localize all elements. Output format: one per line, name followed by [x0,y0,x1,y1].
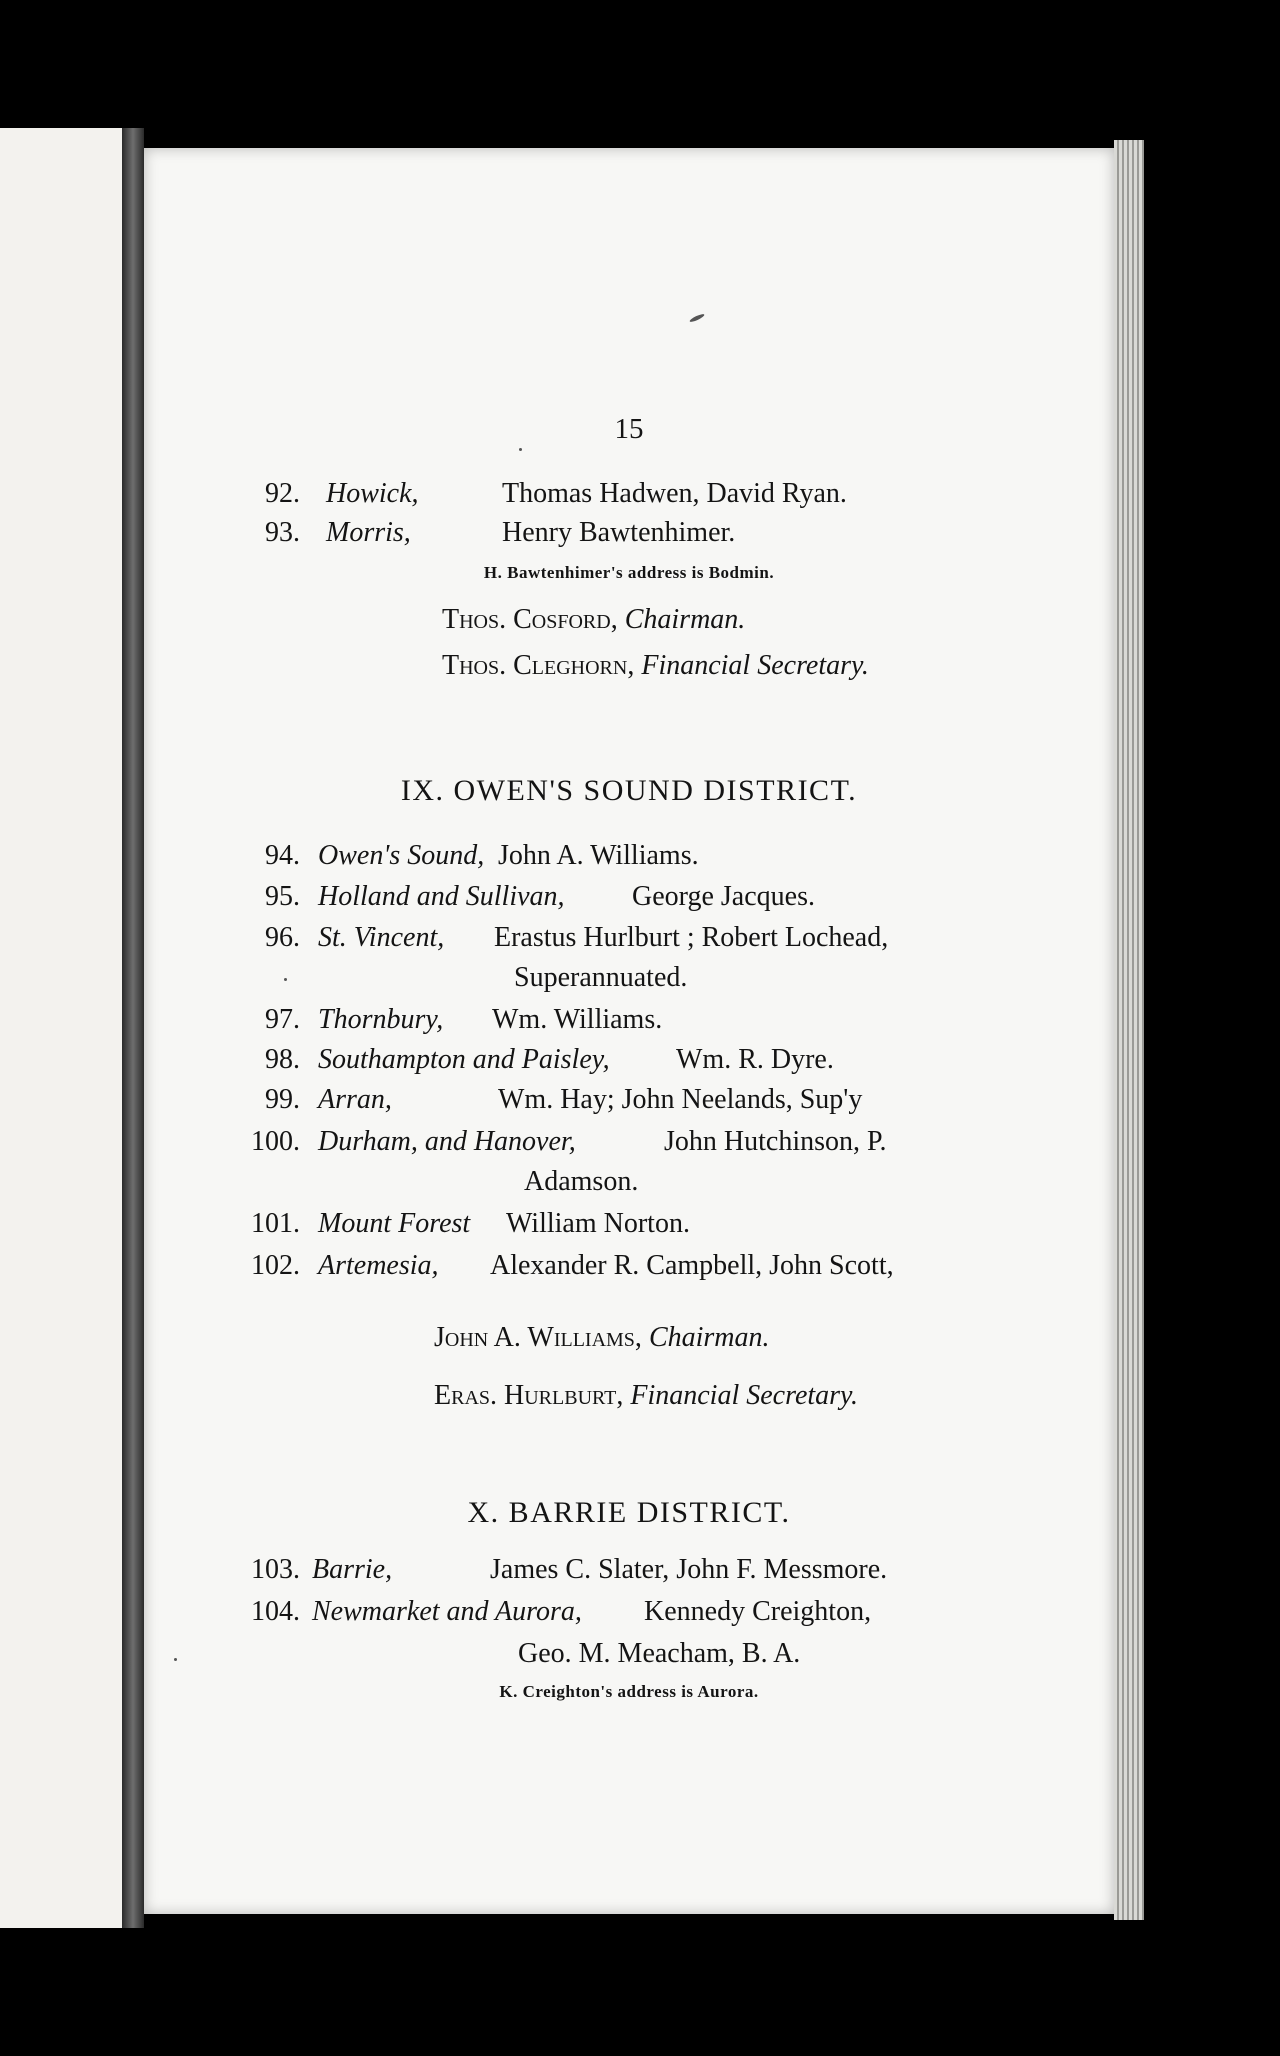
entry-names: Kennedy Creighton, [644,1596,872,1627]
address-note: H. Bawtenhimer's address is Bodmin. [483,563,775,582]
secretary-name: Eras. Hurlburt, [434,1380,624,1411]
entry-number: 98. [265,1044,300,1075]
entry-names: George Jacques. [632,881,815,912]
entry-names: Thomas Hadwen, David Ryan. [502,478,847,509]
entry-names: Alexander R. Campbell, John Scott, [490,1250,894,1281]
ink-speck [284,978,287,981]
entry-place: Artemesia, [318,1250,439,1281]
entry-number: 92. [265,478,300,509]
district-heading: IX. OWEN'S SOUND DISTRICT. [400,774,858,807]
entry-place: Thornbury, [318,1004,444,1035]
entry-place: Holland and Sullivan, [318,881,565,912]
entry-names: Erastus Hurlburt ; Robert Lochead, [494,922,889,953]
entry-place: Howick, [326,478,419,509]
entry-place: Newmarket and Aurora, [312,1596,582,1627]
entry-names: Wm. Hay; John Neelands, Sup'y [498,1084,863,1115]
address-note: K. Creighton's address is Aurora. [499,1682,759,1701]
chairman-signature [442,604,745,636]
chairman-name: John A. Williams, [434,1322,642,1353]
entry-number: 104. [251,1596,300,1627]
page [144,148,1114,1914]
chairman-role: Chairman. [624,604,746,635]
entry-names: John A. Williams. [498,840,699,871]
entry-place: Arran, [318,1084,392,1115]
entry-names: Wm. Williams. [492,1004,663,1035]
entry-continuation: Adamson. [524,1166,639,1197]
page-number: 15 [614,413,644,445]
book-gutter [122,128,144,1928]
secretary-signature [434,1380,858,1412]
secretary-role: Financial Secretary. [630,1380,858,1411]
entry-number: 95. [265,881,300,912]
secretary-role: Financial Secretary. [641,650,869,681]
chairman-role: Chairman. [648,1322,770,1353]
entry-names: Henry Bawtenhimer. [502,517,736,548]
page-edges [1114,140,1144,1920]
entry-names: John Hutchinson, P. [664,1126,887,1157]
ink-speck [519,448,522,451]
entry-place: Morris, [326,517,411,548]
facing-page [0,128,122,1928]
entry-names: William Norton. [506,1208,690,1239]
entry-number: 94. [265,840,300,871]
entry-number: 103. [251,1554,300,1585]
entry-number: 97. [265,1004,300,1035]
entry-place: Southampton and Paisley, [318,1044,610,1075]
chairman-name: Thos. Cosford, [442,604,618,635]
entry-continuation: Superannuated. [514,962,688,993]
secretary-signature [442,650,869,682]
entry-number: 100. [251,1126,300,1157]
entry-number: 101. [251,1208,300,1239]
entry-number: 96. [265,922,300,953]
district-heading: X. BARRIE DISTRICT. [467,1496,791,1529]
entry-names: Wm. R. Dyre. [676,1044,834,1075]
entry-continuation: Geo. M. Meacham, B. A. [518,1638,801,1669]
chairman-signature [434,1322,770,1354]
ink-speck [174,1658,177,1661]
secretary-name: Thos. Cleghorn, [442,650,635,681]
entry-number: 99. [265,1084,300,1115]
entry-place: St. Vincent, [318,922,445,953]
entry-place: Barrie, [312,1554,393,1585]
entry-place: Owen's Sound, [318,840,485,871]
entry-place: Durham, and Hanover, [318,1126,576,1157]
entry-number: 102. [251,1250,300,1281]
entry-names: James C. Slater, John F. Messmore. [490,1554,888,1585]
entry-number: 93. [265,517,300,548]
ink-speck [689,313,705,323]
entry-place: Mount Forest [318,1208,471,1239]
